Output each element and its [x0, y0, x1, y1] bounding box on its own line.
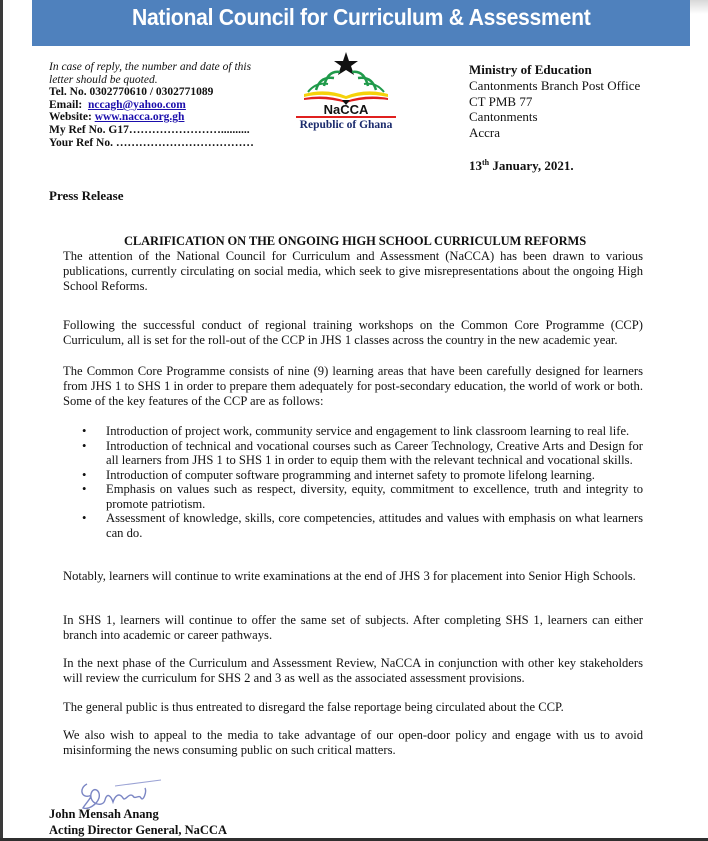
date-day: 13 — [469, 158, 482, 173]
my-ref: My Ref No. G17…………………….......... — [49, 123, 250, 136]
document-title: CLARIFICATION ON THE ONGOING HIGH SCHOOL CURRICULUM REFORMS — [123, 234, 587, 248]
logo-acronym: NaCCA — [323, 102, 369, 116]
address-line: Cantonments — [469, 109, 538, 125]
logo-caption: Republic of Ghana — [299, 118, 393, 131]
paragraph-7: The general public is thus entreated to disregard the false reportage being circulated about the CCP. — [63, 700, 564, 714]
paragraph-3: The Common Core Programme consists of nine (9) learning areas that have been carefully designed for learners from JHS 1 to SHS 1 in order to prepare them adequately for post-secondary education, the world of work or both. Some of the key features of the CCP are as follows: — [63, 364, 643, 409]
paragraph-4: Notably, learners will continue to write examinations at the end of JHS 3 for placement into Senior High Schools. — [63, 569, 636, 583]
ccp-features-list — [80, 424, 643, 540]
website-link[interactable]: www.nacca.org.gh — [94, 111, 185, 124]
signatory-block — [49, 806, 227, 838]
email-label: Email: — [49, 98, 83, 111]
reference-block — [49, 61, 289, 149]
paragraph-1: The attention of the National Council for Curriculum and Assessment (NaCCA) has been drawn to various publications, currently circulating on social media, which seek to give misrepresentations about the ongoing High School Reforms. — [63, 249, 643, 294]
date-rest: January, 2021. — [489, 158, 574, 173]
letter-date — [469, 158, 574, 174]
telephone: Tel. No. 0302770610 / 0302771089 — [49, 86, 214, 99]
paragraph-2: Following the successful conduct of regional training workshops on the Common Core Programme (CCP) Curriculum, all is set for the roll-out of the CCP in JHS 1 classes across the country in the new academic year. — [63, 318, 643, 348]
list-item: • Introduction of technical and vocational courses such as Career Technology, Creative Arts and Design for all learners from JHS 1 to SHS 1 in order to equip them with the relevant technical and vocational skills. — [80, 439, 643, 468]
reply-note-line1: In case of reply, the number and date of this — [49, 61, 252, 73]
website-row — [49, 111, 289, 124]
viewer-shadow — [690, 0, 708, 14]
logo-underline — [296, 116, 396, 118]
address-line: Accra — [469, 125, 501, 141]
banner-title: National Council for Curriculum & Assessment — [131, 4, 591, 30]
signatory-position: Acting Director General, NaCCA — [49, 823, 227, 837]
email-row — [49, 99, 289, 112]
paragraph-5: In SHS 1, learners will continue to offer the same set of subjects. After completing SHS 1, learners can either branch into academic or career pathways. — [63, 613, 643, 643]
list-item: • Emphasis on values such as respect, diversity, equity, commitment to excellence, truth and integrity to promote patriotism. — [80, 482, 643, 511]
reply-note-line2: letter should be quoted. — [49, 73, 158, 86]
email-link[interactable]: nccagh@yahoo.com — [87, 98, 186, 111]
website-label: Website: — [49, 111, 92, 124]
nacca-logo — [290, 50, 402, 132]
list-item: • Introduction of computer software programming and internet safety to promote lifelong learning. — [80, 468, 643, 483]
letterhead-banner — [32, 0, 690, 46]
list-item: • Assessment of knowledge, skills, core competencies, attitudes and values with emphasis on what learners can do. — [80, 511, 643, 540]
nacca-emblem-icon — [294, 50, 398, 116]
address-line: CT PMB 77 — [469, 93, 533, 109]
signatory-name: John Mensah Anang — [49, 807, 159, 821]
ministry-name: Ministry of Education — [469, 62, 592, 77]
viewer-left-edge — [0, 0, 3, 841]
date-suffix: th — [482, 158, 490, 167]
paragraph-8: We also wish to appeal to the media to take advantage of our open-door policy and engage with us to avoid misinforming the news consuming public on such critical matters. — [63, 728, 643, 758]
your-ref: Your Ref No. ……………………………… — [49, 136, 254, 149]
address-line: Cantonments Branch Post Office — [469, 77, 641, 93]
address-block — [469, 62, 689, 141]
paragraph-6: In the next phase of the Curriculum and Assessment Review, NaCCA in conjunction with other key stakeholders will review the curriculum for SHS 2 and 3 as well as the associated assessment provisions. — [63, 656, 643, 686]
press-release-label: Press Release — [49, 188, 124, 203]
list-item: • Introduction of project work, community service and engagement to link classroom learning to real life. — [80, 424, 643, 439]
